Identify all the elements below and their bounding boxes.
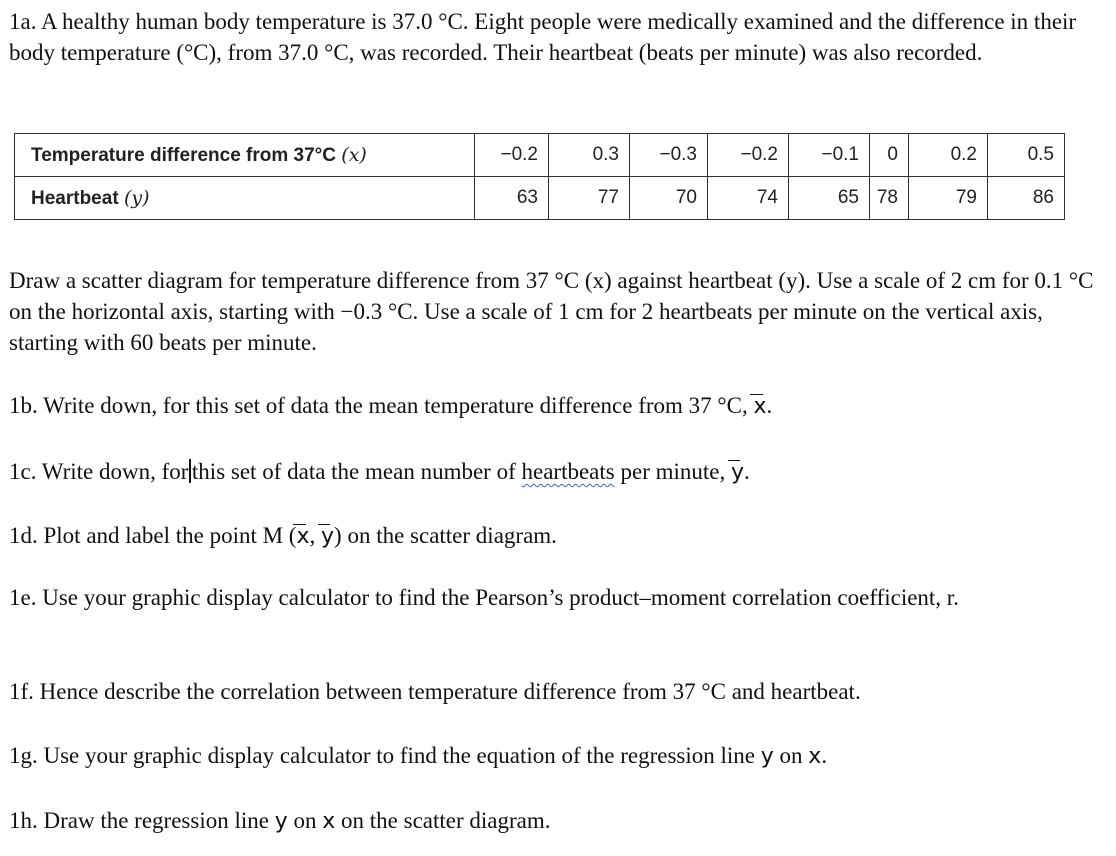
y-bar-symbol: y — [731, 457, 744, 488]
row-header-heartbeat: Heartbeat (y) — [15, 177, 475, 220]
table-cell: −0.1 — [789, 134, 870, 177]
table-row-temperature — [15, 134, 1065, 177]
table-cell: 78 — [870, 177, 909, 220]
table-cell: −0.2 — [475, 134, 549, 177]
x-bar-symbol: x — [296, 521, 309, 552]
table-cell: 65 — [789, 177, 870, 220]
data-table — [14, 133, 1065, 220]
table-cell: −0.2 — [708, 134, 789, 177]
question-1f: 1f. Hence describe the correlation between temperature difference from 37 °C and heartbeat. — [9, 679, 861, 704]
table-cell: 77 — [549, 177, 630, 220]
table-cell: −0.3 — [630, 134, 708, 177]
table-cell: 0.5 — [988, 134, 1065, 177]
question-1h: 1h. Draw the regression line y on x on the scatter diagram. — [9, 808, 551, 834]
table-cell: 79 — [909, 177, 988, 220]
table-cell: 0.3 — [549, 134, 630, 177]
question-1b: 1b. Write down, for this set of data the mean temperature difference from 37 °C, x. — [9, 390, 772, 422]
question-1c: 1c. Write down, for this set of data the mean number of heartbeats per minute, y. — [9, 456, 750, 488]
table-row-heartbeat — [15, 177, 1065, 220]
spellcheck-flagged-word[interactable]: heartbeats — [521, 459, 615, 484]
question-1g: 1g. Use your graphic display calculator to find the equation of the regression line y on x. — [9, 743, 828, 769]
instructions-paragraph: Draw a scatter diagram for temperature difference from 37 °C (x) against heartbeat (y). Use a scale of 2 cm for 0.1 °C on the horizontal axis, starting with −0.3 °C. Use a scale of 1 cm for 2 heartbeats per minute on the vertical axis, starting with 60 beats per minute. — [9, 268, 1094, 355]
table-cell: 0.2 — [909, 134, 988, 177]
text-cursor — [189, 459, 191, 483]
row-header-temperature: Temperature difference from 37°C (x) — [15, 134, 475, 177]
question-1e: 1e. Use your graphic display calculator to find the Pearson’s product–moment correlation coefficient, r. — [9, 585, 959, 610]
table-cell: 63 — [475, 177, 549, 220]
table-cell: 74 — [708, 177, 789, 220]
intro-paragraph: 1a. A healthy human body temperature is 37.0 °C. Eight people were medically examined and the difference in their body temperature (°C), from 37.0 °C, was recorded. Their heartbeat (beats per minute) was also recorded. — [9, 9, 1077, 65]
y-bar-symbol: y — [321, 521, 334, 552]
table-cell: 70 — [630, 177, 708, 220]
x-bar-symbol: x — [753, 391, 766, 422]
question-1d: 1d. Plot and label the point M (x, y) on the scatter diagram. — [9, 520, 557, 552]
table-cell: 86 — [988, 177, 1065, 220]
table-cell: 0 — [870, 134, 909, 177]
